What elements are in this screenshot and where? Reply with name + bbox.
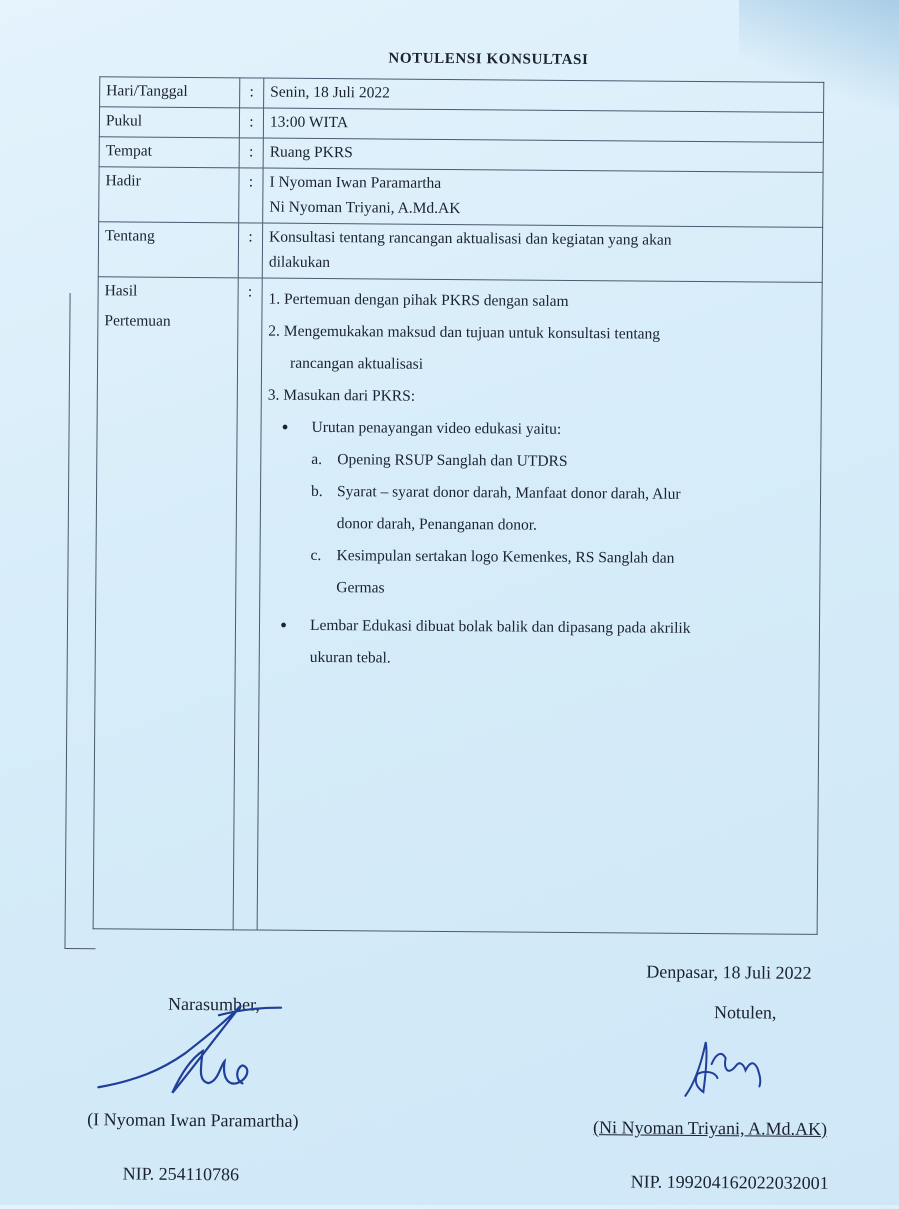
row-separator: : (239, 168, 263, 223)
row-separator: : (238, 223, 262, 278)
list-item: 3. Masukan dari PKRS: (267, 386, 416, 405)
sub-item-text: Kesimpulan sertakan logo Kemenkes, RS Sanglah dan (336, 547, 675, 567)
attendee-1: I Nyoman Iwan Paramartha (269, 173, 442, 192)
speaker-name: (I Nyoman Iwan Paramartha) (87, 1109, 299, 1131)
row-label: Pukul (99, 107, 239, 138)
sub-item (267, 476, 814, 512)
sub-item-key: c. (310, 546, 322, 564)
attendee-2: Ni Nyoman Triyani, A.Md.AK (269, 198, 461, 218)
meeting-results (257, 278, 822, 934)
row-label: Tempat (99, 137, 239, 168)
list-item: rancangan aktualisasi (290, 354, 424, 373)
notulen-name: (Ni Nyoman Triyani, A.Md.AK) (593, 1117, 828, 1139)
row-separator: : (240, 78, 264, 108)
row-label: Hari/Tanggal (100, 77, 240, 108)
row-separator: : (239, 108, 263, 138)
bullet-item-continued: ukuran tebal. (309, 648, 391, 667)
table-row (98, 222, 822, 283)
row-value (263, 168, 823, 227)
bullet-item: • Urutan penayangan video edukasi yaitu: (267, 412, 814, 448)
row-value: Senin, 18 Juli 2022 (264, 78, 824, 112)
sub-item (266, 540, 813, 576)
row-label: Hadir (99, 167, 239, 223)
list-item: 1. Pertemuan dengan pihak PKRS dengan salam (268, 290, 569, 310)
row-label (93, 277, 238, 930)
sub-item-key: b. (310, 482, 323, 500)
row-label: Tentang (98, 222, 238, 278)
sub-item (267, 444, 814, 480)
sub-item-text: Opening RSUP Sanglah dan UTDRS (337, 451, 568, 470)
sub-item-continued: donor darah, Penanganan donor. (336, 515, 538, 534)
notulen-nip: NIP. 199204162022032001 (630, 1171, 829, 1193)
speaker-label: Narasumber, (167, 993, 260, 1015)
notulen-label: Notulen, (713, 1002, 777, 1023)
sub-item-key: a. (311, 450, 323, 468)
sub-item-continued: Germas (336, 579, 385, 597)
speaker-signature (90, 992, 311, 1109)
speaker-nip: NIP. 254110786 (122, 1163, 240, 1185)
place-date: Denpasar, 18 Juli 2022 (646, 961, 812, 983)
table-row (93, 277, 822, 935)
notulen-signature (675, 1024, 776, 1115)
list-item: 2. Mengemukakan maksud dan tujuan untuk konsultasi tentang (268, 322, 661, 343)
result-label-line-2: Pertemuan (104, 312, 171, 330)
row-value (262, 223, 822, 282)
row-separator: : (233, 278, 262, 930)
bullet-item: • Lembar Edukasi dibuat bolak balik dan dipasang pada akrilik (266, 610, 813, 646)
table-row (99, 167, 823, 228)
minutes-table (93, 76, 825, 935)
topic-line-2: dilakukan (268, 253, 331, 272)
result-label-line-1: Hasil (104, 282, 138, 300)
sub-item-text: Syarat – syarat donor darah, Manfaat donor darah, Alur (336, 483, 681, 503)
row-separator: : (239, 138, 263, 168)
row-value: Ruang PKRS (263, 138, 823, 172)
topic-line-1: Konsultasi tentang rancangan aktualisasi dan kegiatan yang akan (268, 228, 672, 249)
document-title: NOTULENSI KONSULTASI (388, 50, 589, 69)
row-value: 13:00 WITA (263, 108, 823, 142)
